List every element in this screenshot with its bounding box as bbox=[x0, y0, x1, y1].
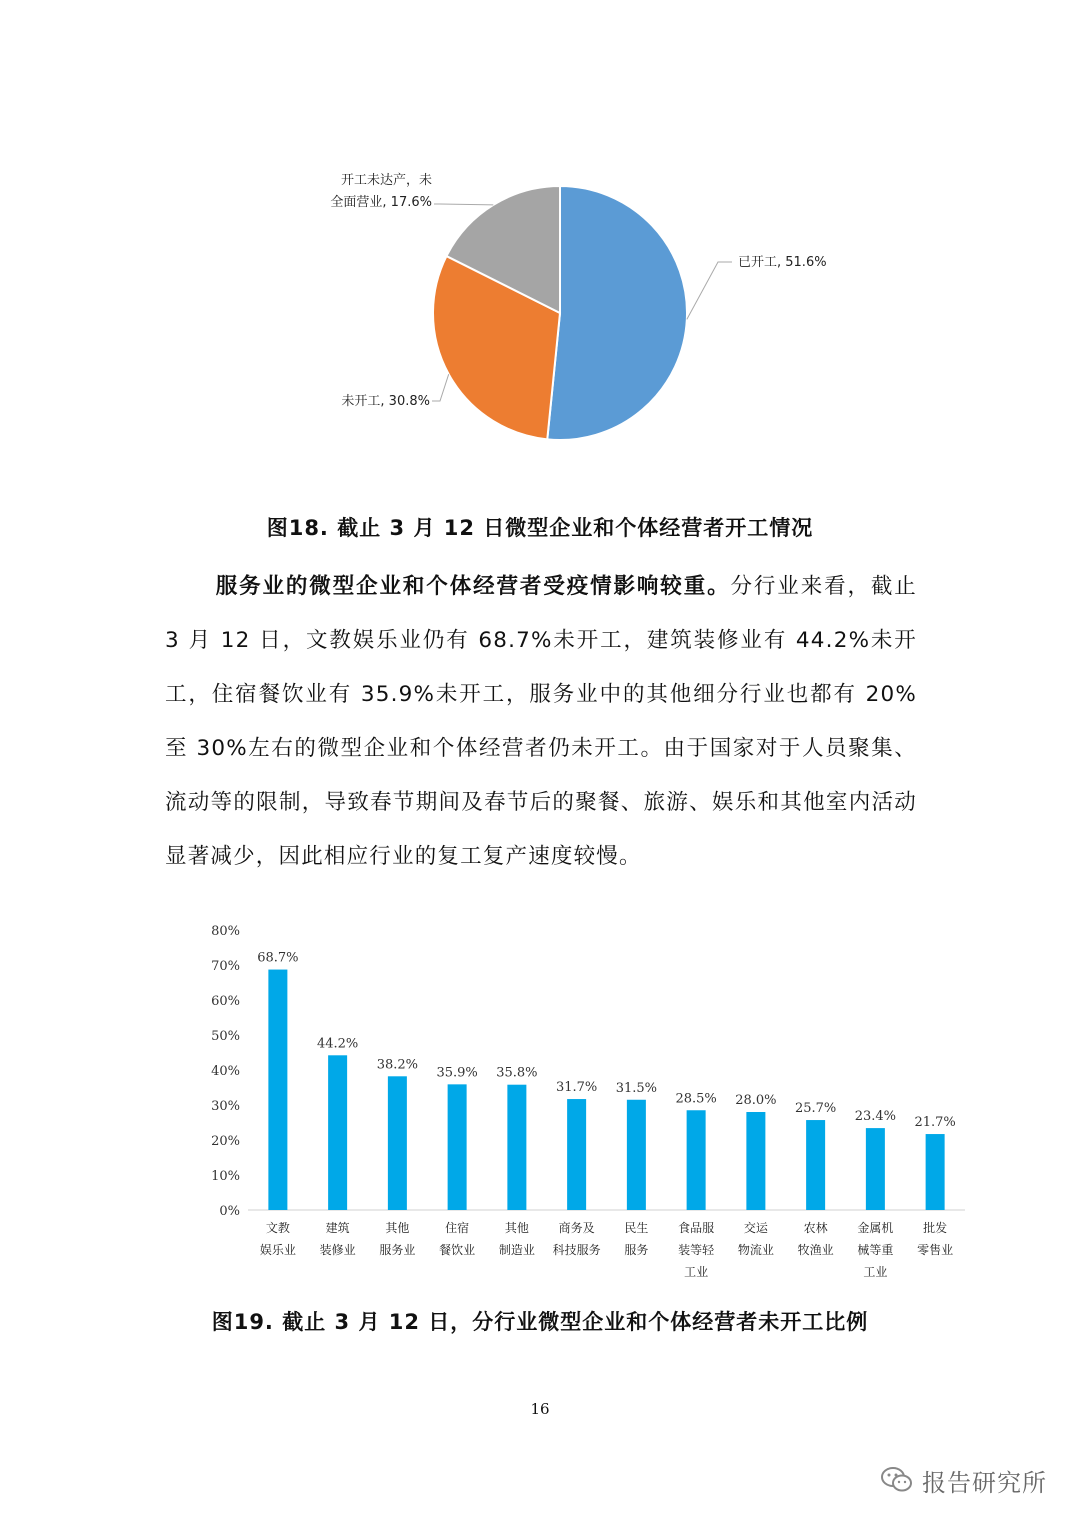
bar-data-label-1: 44.2% bbox=[316, 1036, 359, 1052]
pie-chart-figure bbox=[0, 0, 1080, 480]
paragraph-body: 分行业来看，截止 3 月 12 日，文教娱乐业仍有 68.7%未开工，建筑装修业有 44.2%未开工，住宿餐饮业有 35.9%未开工，服务业中的其他细分行业也都有 20%至 30%左右的微型企业和个体经营者仍未开工。由于国家对于人员聚集、流动等的限制，导致春节期间及春节后的聚餐、旅游、娱乐和其他室内活动显著减少，因此相应行业的复工复产速度较慢。 bbox=[165, 574, 917, 869]
category-label-10: 械等重 bbox=[857, 1243, 894, 1257]
bar-data-label-3: 35.9% bbox=[436, 1065, 478, 1081]
category-label-2: 服务业 bbox=[379, 1243, 416, 1257]
category-label-0: 娱乐业 bbox=[259, 1243, 296, 1257]
y-tick-label: 80% bbox=[211, 924, 240, 939]
pie-chart bbox=[0, 0, 1080, 480]
category-label-6: 服务 bbox=[624, 1243, 649, 1257]
body-paragraph bbox=[165, 560, 917, 884]
pie-slice-0 bbox=[547, 186, 687, 440]
bar-3 bbox=[448, 1084, 467, 1210]
category-label-10: 金属机 bbox=[857, 1221, 894, 1235]
category-label-2: 其他 bbox=[385, 1221, 410, 1235]
category-label-1: 建筑 bbox=[325, 1221, 350, 1235]
bar-4 bbox=[507, 1085, 526, 1210]
y-tick-label: 10% bbox=[211, 1169, 240, 1184]
category-label-3: 餐饮业 bbox=[439, 1243, 476, 1257]
category-label-9: 牧渔业 bbox=[797, 1243, 834, 1257]
bar-1 bbox=[328, 1055, 347, 1210]
pie-leader-line-1 bbox=[432, 374, 449, 401]
category-label-4: 制造业 bbox=[498, 1243, 535, 1257]
category-label-11: 零售业 bbox=[917, 1243, 954, 1257]
category-label-11: 批发 bbox=[923, 1221, 948, 1235]
bar-data-label-7: 28.5% bbox=[675, 1091, 717, 1107]
watermark bbox=[880, 1458, 1047, 1502]
y-tick-label: 40% bbox=[211, 1064, 240, 1079]
bar-data-label-11: 21.7% bbox=[914, 1115, 956, 1131]
figure19-caption: 图19. 截止 3 月 12 日，分行业微型企业和个体经营者未开工比例 bbox=[211, 1310, 869, 1334]
bar-0 bbox=[268, 970, 287, 1210]
bar-data-label-10: 23.4% bbox=[854, 1109, 897, 1125]
bar-7 bbox=[687, 1110, 706, 1210]
category-label-5: 商务及 bbox=[558, 1221, 595, 1235]
bar-data-label-8: 28.0% bbox=[735, 1093, 777, 1108]
category-label-8: 物流业 bbox=[737, 1243, 774, 1257]
bar-8 bbox=[746, 1112, 765, 1210]
category-label-4: 其他 bbox=[504, 1221, 529, 1235]
y-tick-label: 0% bbox=[219, 1204, 240, 1219]
bar-5 bbox=[567, 1099, 586, 1210]
pie-leader-line-2 bbox=[434, 204, 493, 205]
page-number: 16 bbox=[530, 1400, 550, 1418]
y-tick-label: 30% bbox=[211, 1099, 240, 1114]
category-label-5: 科技服务 bbox=[552, 1243, 601, 1257]
bar-chart-figure bbox=[0, 910, 1080, 1290]
bar-data-label-5: 31.7% bbox=[555, 1080, 598, 1096]
bar-data-label-9: 25.7% bbox=[794, 1101, 837, 1117]
wechat-icon bbox=[880, 1465, 914, 1495]
bar-9 bbox=[806, 1120, 825, 1210]
pie-label-2a: 开工未达产，未 bbox=[340, 173, 432, 188]
y-tick-label: 70% bbox=[211, 959, 240, 974]
category-label-7: 食品服 bbox=[678, 1221, 715, 1235]
figure18-caption: 图18. 截止 3 月 12 日微型企业和个体经营者开工情况 bbox=[266, 516, 814, 540]
paragraph-lead: 服务业的微型企业和个体经营者受疫情影响较重。 bbox=[215, 574, 731, 599]
pie-label-0: 已开工, 51.6% bbox=[738, 255, 827, 270]
category-label-0: 文教 bbox=[265, 1221, 290, 1235]
category-label-9: 农林 bbox=[803, 1221, 828, 1235]
watermark-text: 报告研究所 bbox=[922, 1468, 1047, 1497]
bar-data-label-2: 38.2% bbox=[376, 1057, 419, 1073]
category-label-1: 装修业 bbox=[319, 1243, 356, 1257]
bar-2 bbox=[388, 1076, 407, 1210]
bar-6 bbox=[627, 1100, 646, 1210]
bar-11 bbox=[926, 1134, 945, 1210]
y-tick-label: 60% bbox=[211, 994, 240, 1009]
pie-label-2b: 全面营业, 17.6% bbox=[330, 195, 432, 210]
category-label-8: 交运 bbox=[743, 1221, 768, 1235]
bar-data-label-4: 35.8% bbox=[496, 1065, 538, 1081]
bar-data-label-0: 68.7% bbox=[257, 950, 299, 966]
category-label-3: 住宿 bbox=[445, 1221, 470, 1235]
pie-leader-line-0 bbox=[687, 262, 732, 319]
category-label-7: 工业 bbox=[684, 1265, 709, 1279]
category-label-10: 工业 bbox=[863, 1265, 888, 1279]
category-label-7: 装等轻 bbox=[678, 1243, 715, 1257]
y-tick-label: 20% bbox=[211, 1134, 240, 1149]
pie-label-1: 未开工, 30.8% bbox=[341, 394, 430, 409]
bar-data-label-6: 31.5% bbox=[615, 1080, 658, 1096]
y-tick-label: 50% bbox=[211, 1029, 240, 1044]
bar-10 bbox=[866, 1128, 885, 1210]
bar-chart bbox=[0, 910, 1080, 1290]
category-label-6: 民生 bbox=[624, 1221, 649, 1235]
